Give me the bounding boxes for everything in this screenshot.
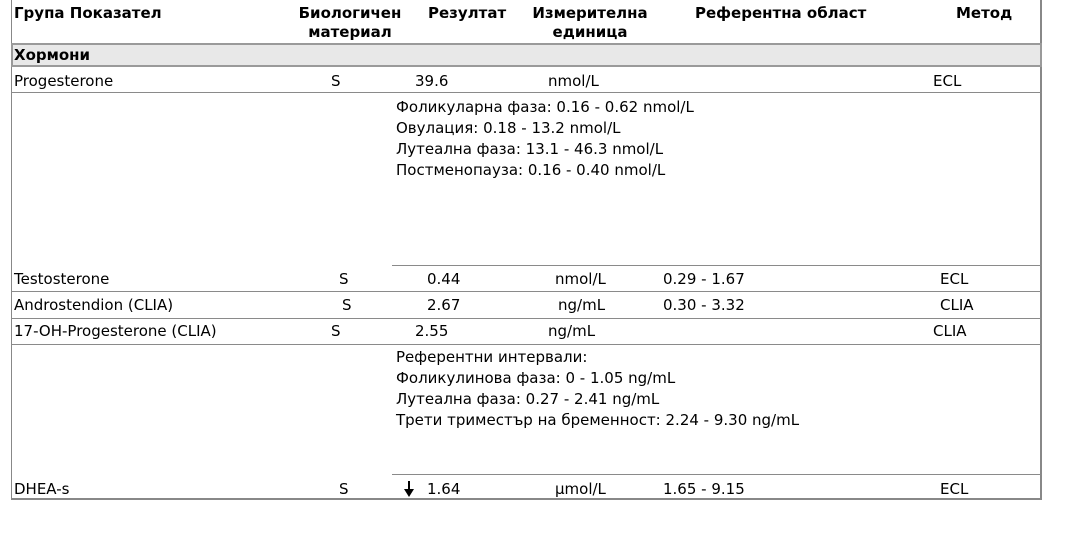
section-title: Хормони (14, 46, 91, 64)
row-material: S (339, 270, 349, 288)
row-divider (11, 291, 1042, 292)
section-bar (11, 43, 1042, 67)
header-unit (520, 4, 660, 42)
row-material: S (331, 72, 341, 90)
arrow-down-icon (403, 480, 415, 498)
row-divider (11, 344, 1042, 345)
row-name: Progesterone (14, 72, 114, 90)
row-unit: nmol/L (548, 72, 599, 90)
header-result: Резултат (428, 4, 507, 22)
row-method: ECL (933, 72, 962, 90)
row-method: CLIA (933, 322, 967, 340)
row-material: S (342, 296, 352, 314)
reference-note: Трети триместър на бременност: 2.24 - 9.30 ng/mL (396, 411, 800, 429)
header-method: Метод (956, 4, 1013, 22)
row-unit: ng/mL (548, 322, 596, 340)
row-result: 2.67 (427, 296, 461, 314)
row-method: CLIA (940, 296, 974, 314)
reference-notes (396, 97, 694, 181)
reference-notes (396, 347, 799, 431)
row-divider (11, 318, 1042, 319)
row-unit: nmol/L (555, 270, 606, 288)
row-divider (392, 265, 1042, 266)
row-result: 39.6 (415, 72, 449, 90)
row-reference: 0.29 - 1.67 (663, 270, 745, 288)
header-material-line2: материал (308, 23, 392, 41)
row-name: 17-OH-Progesterone (CLIA) (14, 322, 217, 340)
row-method: ECL (940, 270, 969, 288)
header-group: Група Показател (14, 4, 162, 22)
reference-note: Лутеална фаза: 13.1 - 46.3 nmol/L (396, 140, 664, 158)
row-result: 1.64 (427, 480, 461, 498)
row-divider (392, 474, 1042, 475)
row-unit: µmol/L (555, 480, 606, 498)
row-name: Testosterone (14, 270, 110, 288)
row-name: DHEA-s (14, 480, 70, 498)
row-reference: 1.65 - 9.15 (663, 480, 745, 498)
row-result: 2.55 (415, 322, 449, 340)
reference-note: Овулация: 0.18 - 13.2 nmol/L (396, 119, 621, 137)
reference-note: Фоликуларна фаза: 0.16 - 0.62 nmol/L (396, 98, 694, 116)
reference-note: Фоликулинова фаза: 0 - 1.05 ng/mL (396, 369, 676, 387)
row-method: ECL (940, 480, 969, 498)
header-material-line1: Биологичен (298, 4, 402, 22)
row-reference: 0.30 - 3.32 (663, 296, 745, 314)
header-unit-line2: единица (552, 23, 628, 41)
row-material: S (339, 480, 349, 498)
row-name: Androstendion (CLIA) (14, 296, 174, 314)
row-material: S (331, 322, 341, 340)
reference-note: Постменопауза: 0.16 - 0.40 nmol/L (396, 161, 666, 179)
reference-note: Лутеална фаза: 0.27 - 2.41 ng/mL (396, 390, 660, 408)
row-divider (11, 92, 1042, 93)
header-material (288, 4, 412, 42)
reference-note: Референтни интервали: (396, 348, 588, 366)
row-result: 0.44 (427, 270, 461, 288)
header-unit-line1: Измерителна (532, 4, 648, 22)
row-unit: ng/mL (558, 296, 606, 314)
header-reference: Референтна област (695, 4, 867, 22)
